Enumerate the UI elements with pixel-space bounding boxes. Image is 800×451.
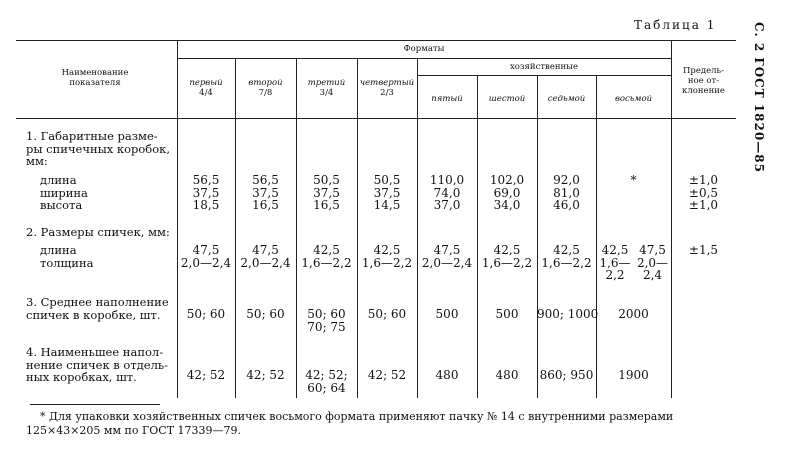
header-name-col: Наименование показателя bbox=[61, 68, 129, 88]
cell-r1-c1: 56,5 37,5 18,5 bbox=[192, 173, 220, 212]
header-col-fourth: четвертый 2/3 bbox=[359, 78, 415, 98]
cell-r1-c7: 92,0 81,0 46,0 bbox=[553, 173, 580, 212]
cell-r4-c8: 1900 bbox=[618, 368, 649, 382]
header-col-seventh: седьмой bbox=[547, 94, 586, 104]
cell-r3-c1: 50; 60 bbox=[186, 307, 226, 321]
side-label: С. 2 ГОСТ 1820—85 bbox=[752, 22, 766, 173]
col-divider bbox=[477, 75, 478, 398]
row2-title: 2. Размеры спичек, мм: bbox=[26, 225, 170, 239]
cell-r2-c7: 42,5 1,6—2,2 bbox=[541, 243, 592, 270]
cell-r1-c5: 110,0 74,0 37,0 bbox=[429, 173, 465, 212]
cell-r2-c3: 42,5 1,6—2,2 bbox=[301, 243, 352, 270]
row4-title: 4. Наименьшее напол- нение спичек в отдель- ных коробках, шт. bbox=[26, 345, 169, 384]
cell-r1-c2: 56,5 37,5 16,5 bbox=[252, 173, 279, 212]
cell-r2-c4: 42,5 1,6—2,2 bbox=[361, 243, 413, 270]
cell-r2-c8-left: 42,5 1,6— 2,2 bbox=[599, 243, 631, 282]
cell-r4-c2: 42; 52 bbox=[246, 368, 285, 382]
cell-r2-c5: 47,5 2,0—2,4 bbox=[421, 243, 473, 270]
cell-r1-deviation: ±1,0 ±0,5 ±1,0 bbox=[688, 173, 719, 212]
col-divider bbox=[235, 58, 236, 398]
header-col-eighth: восьмой bbox=[614, 94, 653, 104]
household-underline bbox=[417, 75, 671, 76]
cell-r2-c1: 47,5 2,0—2,4 bbox=[180, 243, 232, 270]
cell-r4-c6: 480 bbox=[495, 368, 519, 382]
header-col-first: первый 4/4 bbox=[189, 78, 223, 98]
header-formats: Форматы bbox=[403, 44, 445, 54]
row2-subs: длина толщина bbox=[40, 243, 94, 270]
row1-title: 1. Габаритные разме- ры спичечных коробок, мм: bbox=[26, 129, 170, 168]
row3-title: 3. Среднее наполнение спичек в коробке, шт. bbox=[26, 295, 169, 322]
cell-r3-c6: 500 bbox=[495, 307, 519, 321]
header-col-sixth: шестой bbox=[488, 94, 526, 104]
cell-r1-c4: 50,5 37,5 14,5 bbox=[373, 173, 401, 212]
header-bottom-border bbox=[16, 118, 736, 119]
table-top-border bbox=[16, 40, 736, 41]
cell-r2-c2: 47,5 2,0—2,4 bbox=[240, 243, 291, 270]
header-deviation: Предель- ное от- клонение bbox=[682, 66, 725, 96]
cell-r2-deviation: ±1,5 bbox=[688, 243, 719, 257]
header-col-third: третий 3/4 bbox=[307, 78, 346, 98]
cell-r1-c6: 102,0 69,0 34,0 bbox=[489, 173, 525, 212]
col-divider bbox=[357, 58, 358, 398]
cell-r3-c2: 50; 60 bbox=[246, 307, 285, 321]
cell-r4-c3: 42; 52; 60; 64 bbox=[305, 368, 348, 395]
col-divider bbox=[417, 58, 418, 398]
cell-r4-c1: 42; 52 bbox=[186, 368, 226, 382]
formats-underline bbox=[177, 58, 671, 59]
header-col-fifth: пятый bbox=[431, 94, 463, 104]
cell-r2-c6: 42,5 1,6—2,2 bbox=[481, 243, 533, 270]
col-divider bbox=[596, 75, 597, 398]
header-col-second: второй 7/8 bbox=[248, 78, 283, 98]
cell-r3-c7: 900; 1000 bbox=[537, 307, 599, 321]
cell-r4-c7: 860; 950 bbox=[539, 368, 594, 382]
cell-r1-c3: 50,5 37,5 16,5 bbox=[313, 173, 340, 212]
header-household: хозяйственные bbox=[510, 62, 578, 72]
cell-r3-c5: 500 bbox=[435, 307, 459, 321]
cell-r4-c4: 42; 52 bbox=[367, 368, 407, 382]
footnote-rule bbox=[30, 404, 160, 405]
col-divider bbox=[296, 58, 297, 398]
cell-r2-c8-right: 47,5 2,0— 2,4 bbox=[636, 243, 669, 282]
table-title: Таблица 1 bbox=[634, 18, 717, 32]
cell-r3-c4: 50; 60 bbox=[367, 307, 407, 321]
footnote-line-1: * Для упаковки хозяйственных спичек восьмого формата применяют пачку № 14 с внутренними размерами bbox=[40, 410, 674, 423]
cell-r3-c8: 2000 bbox=[618, 307, 649, 321]
cell-r3-c3: 50; 60 70; 75 bbox=[307, 307, 346, 334]
col-divider bbox=[537, 75, 538, 398]
footnote-line-2: 125×43×205 мм по ГОСТ 17339—79. bbox=[26, 424, 242, 437]
cell-r1-c8-asterisk: * bbox=[630, 173, 637, 187]
row1-subs: длина ширина высота bbox=[40, 173, 88, 212]
cell-r4-c5: 480 bbox=[435, 368, 459, 382]
